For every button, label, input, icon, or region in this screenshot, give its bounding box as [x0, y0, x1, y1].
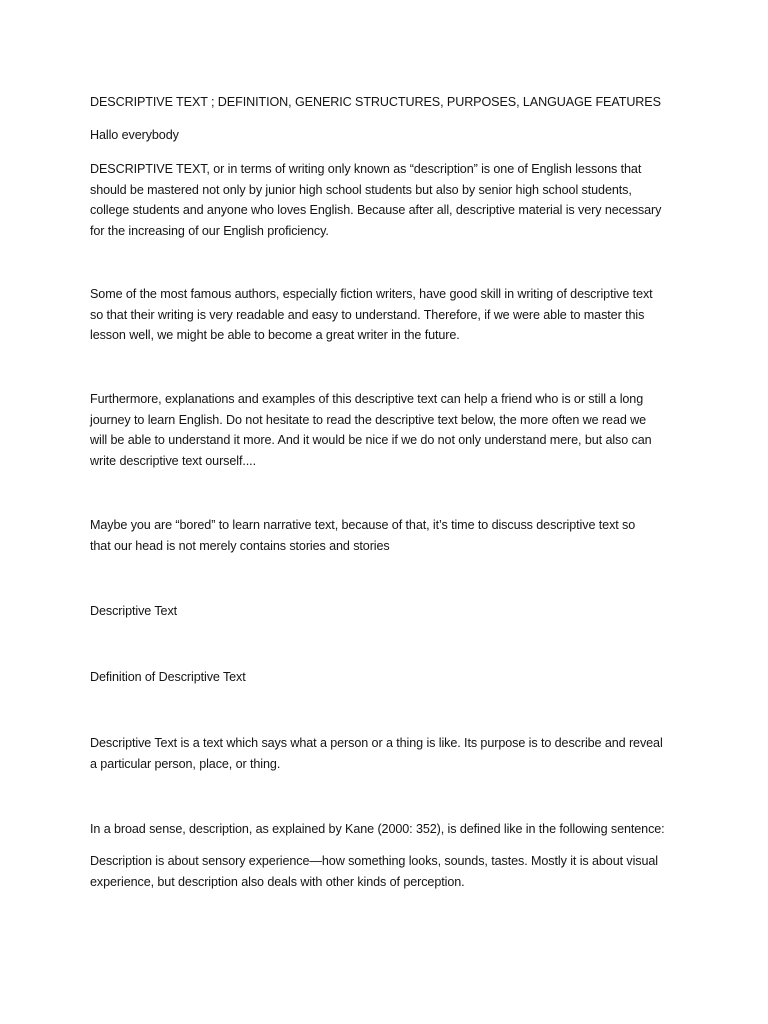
heading-descriptive-text: Descriptive Text — [90, 604, 178, 618]
text-line: will be able to understand it more. And it would be nice if we do not only understand mere, but also can — [90, 433, 652, 447]
text-line: DESCRIPTIVE TEXT, or in terms of writing only known as “description” is one of English lessons that — [90, 162, 642, 176]
text-line: that our head is not merely contains stories and stories — [90, 538, 390, 553]
paragraph-sensory — [90, 851, 690, 892]
text-line: Some of the most famous authors, especially fiction writers, have good skill in writing of descriptive text — [90, 287, 653, 301]
paragraph-bored — [90, 515, 690, 556]
heading-definition: Definition of Descriptive Text — [90, 670, 246, 684]
text-line: experience, but description also deals with other kinds of perception. — [90, 874, 465, 889]
text-line: Description is about sensory experience—how something looks, sounds, tastes. Mostly it is about visual — [90, 854, 658, 868]
paragraph-intro — [90, 159, 690, 241]
text-line: so that their writing is very readable and easy to understand. Therefore, if we were able to master this — [90, 307, 645, 322]
paragraph-definition — [90, 733, 690, 774]
paragraph-kane: In a broad sense, description, as explained by Kane (2000: 352), is defined like in the following sentence: — [90, 822, 665, 836]
greeting-line: Hallo everybody — [90, 128, 179, 142]
text-line: write descriptive text ourself.... — [90, 453, 256, 468]
text-line: a particular person, place, or thing. — [90, 756, 281, 771]
paragraph-famous-authors — [90, 284, 690, 346]
text-line: for the increasing of our English proficiency. — [90, 223, 329, 238]
text-line: lesson well, we might be able to become a great writer in the future. — [90, 328, 460, 342]
text-line: Maybe you are “bored” to learn narrative text, because of that, it’s time to discuss descriptive text so — [90, 518, 636, 532]
text-line: Descriptive Text is a text which says what a person or a thing is like. Its purpose is to describe and reveal — [90, 736, 663, 750]
document-title: DESCRIPTIVE TEXT ; DEFINITION, GENERIC STRUCTURES, PURPOSES, LANGUAGE FEATURES — [90, 95, 661, 109]
text-line: should be mastered not only by junior high school students but also by senior high school students, — [90, 182, 632, 197]
paragraph-furthermore — [90, 389, 690, 471]
text-line: college students and anyone who loves English. Because after all, descriptive material is very necessary — [90, 203, 662, 217]
text-line: journey to learn English. Do not hesitate to read the descriptive text below, the more often we read we — [90, 412, 647, 427]
text-line: Furthermore, explanations and examples of this descriptive text can help a friend who is or still a long — [90, 392, 644, 406]
